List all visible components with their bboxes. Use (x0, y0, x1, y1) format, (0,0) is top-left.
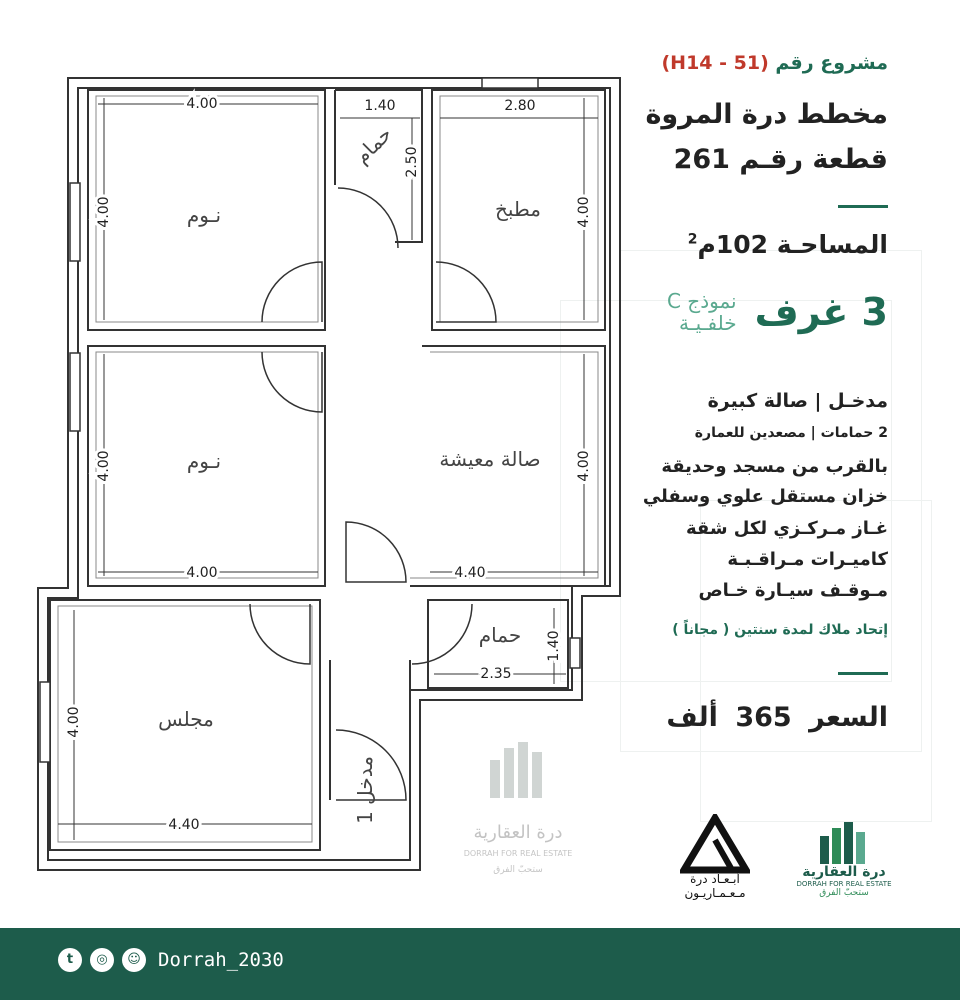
dim-bath-top-h: 2.50 (404, 146, 420, 178)
twitter-icon[interactable]: t (58, 948, 82, 972)
room-majlis: مجلس (158, 707, 214, 731)
dorrah-name: درة العقارية (802, 864, 886, 880)
door-majlis (250, 604, 310, 664)
room-bedroom1: نـوم (186, 203, 222, 227)
abaad-line2: مـعـمـاريـون (684, 886, 746, 900)
abaad-text (660, 872, 770, 900)
dim-kitchen-w: 2.80 (504, 98, 536, 114)
dim-living-h: 4.00 (576, 450, 592, 482)
feature-6: كاميـرات مـراقـبـة (727, 549, 888, 570)
area-label: المساحـة 102م (697, 230, 888, 259)
union-note: إتحاد ملاك لمدة سنتين ( مجاناً ) (672, 622, 888, 638)
dorrah-en: DORRAH FOR REAL ESTATE (796, 880, 892, 888)
door-bath-bottom (412, 604, 472, 664)
dim-bath-bottom-h: 1.40 (546, 630, 562, 662)
rooms-count: 3 غرف (754, 290, 888, 334)
dim-majlis-h: 4.00 (66, 706, 82, 738)
dim-bath-top-w: 1.40 (364, 98, 396, 114)
dim-kitchen-h: 4.00 (576, 196, 592, 228)
feature-7: مـوقـف سيـارة خـاص (698, 580, 888, 601)
rooms-model: نموذج C (666, 289, 737, 313)
feature-1: مدخـل | صالة كبيرة (707, 390, 888, 412)
project-label: مشروع رقم (775, 52, 888, 74)
dim-bed2-w: 4.00 (186, 565, 218, 581)
room-entrance: مدخل 1 (353, 756, 377, 824)
dorrah-tag: ستحبّ الفرق (819, 888, 869, 898)
room-living: صالة معيشة (439, 447, 541, 471)
feature-2: 2 حمامات | مصعدين للعمارة (694, 425, 888, 441)
dim-bed1-w: 4.00 (186, 96, 218, 112)
door-bed1 (262, 262, 322, 322)
social-bar (58, 948, 284, 972)
door-kitchen (436, 262, 496, 322)
project-code: (H14 - 51) (661, 52, 769, 74)
window-majlis (40, 682, 50, 762)
instagram-icon[interactable]: ◎ (90, 948, 114, 972)
abaad-line1: أبـعـاد درة (690, 872, 740, 886)
snapchat-icon[interactable]: ☺ (122, 948, 146, 972)
area (688, 230, 888, 259)
dorrah-text (784, 864, 904, 898)
price: السعر 365 ألف (666, 702, 888, 733)
dim-majlis-w: 4.40 (168, 817, 200, 833)
watermark-name: درة العقارية (473, 822, 563, 843)
room-kitchen: مطبخ (494, 197, 542, 221)
feature-4: خزان مستقل علوي وسفلي (642, 486, 888, 507)
project-number (661, 52, 888, 74)
dim-bed1-h: 4.00 (96, 196, 112, 228)
dim-bath-bottom-w: 2.35 (480, 666, 512, 682)
rooms-block (667, 290, 888, 334)
window-bed1 (70, 183, 80, 261)
door-bath-top (338, 188, 398, 248)
divider-2 (838, 672, 888, 675)
watermark-tag: ستحبّ الفرق (493, 865, 543, 875)
window-bath-bottom (570, 638, 580, 668)
watermark (464, 742, 573, 875)
social-handle[interactable]: Dorrah_2030 (158, 949, 284, 971)
dorrah-logo (818, 822, 868, 864)
rooms-sub (667, 290, 737, 334)
room-bath-top: حمام (349, 121, 397, 169)
room-bedroom2: نـوم (186, 449, 222, 473)
door-bed2 (262, 352, 322, 412)
window-bed2 (70, 353, 80, 431)
title-line2: قطعة رقـم 261 (673, 144, 888, 175)
door-living (346, 522, 406, 582)
watermark-en: DORRAH FOR REAL ESTATE (463, 849, 573, 858)
feature-3: بالقرب من مسجد وحديقة (661, 456, 888, 477)
feature-5: غـاز مـركـزي لكل شقة (685, 518, 888, 539)
divider (838, 205, 888, 208)
dim-living-w: 4.40 (454, 565, 486, 581)
window-kitchen (482, 78, 538, 88)
footer (0, 928, 960, 1000)
area-sup: 2 (687, 231, 698, 248)
dim-bed2-h: 4.00 (96, 450, 112, 482)
abaad-logo (680, 814, 750, 874)
title-line1: مخطط درة المروة (645, 99, 888, 130)
room-bath-bottom: حمام (478, 623, 522, 647)
rooms-position: خلفـيـة (679, 311, 737, 335)
